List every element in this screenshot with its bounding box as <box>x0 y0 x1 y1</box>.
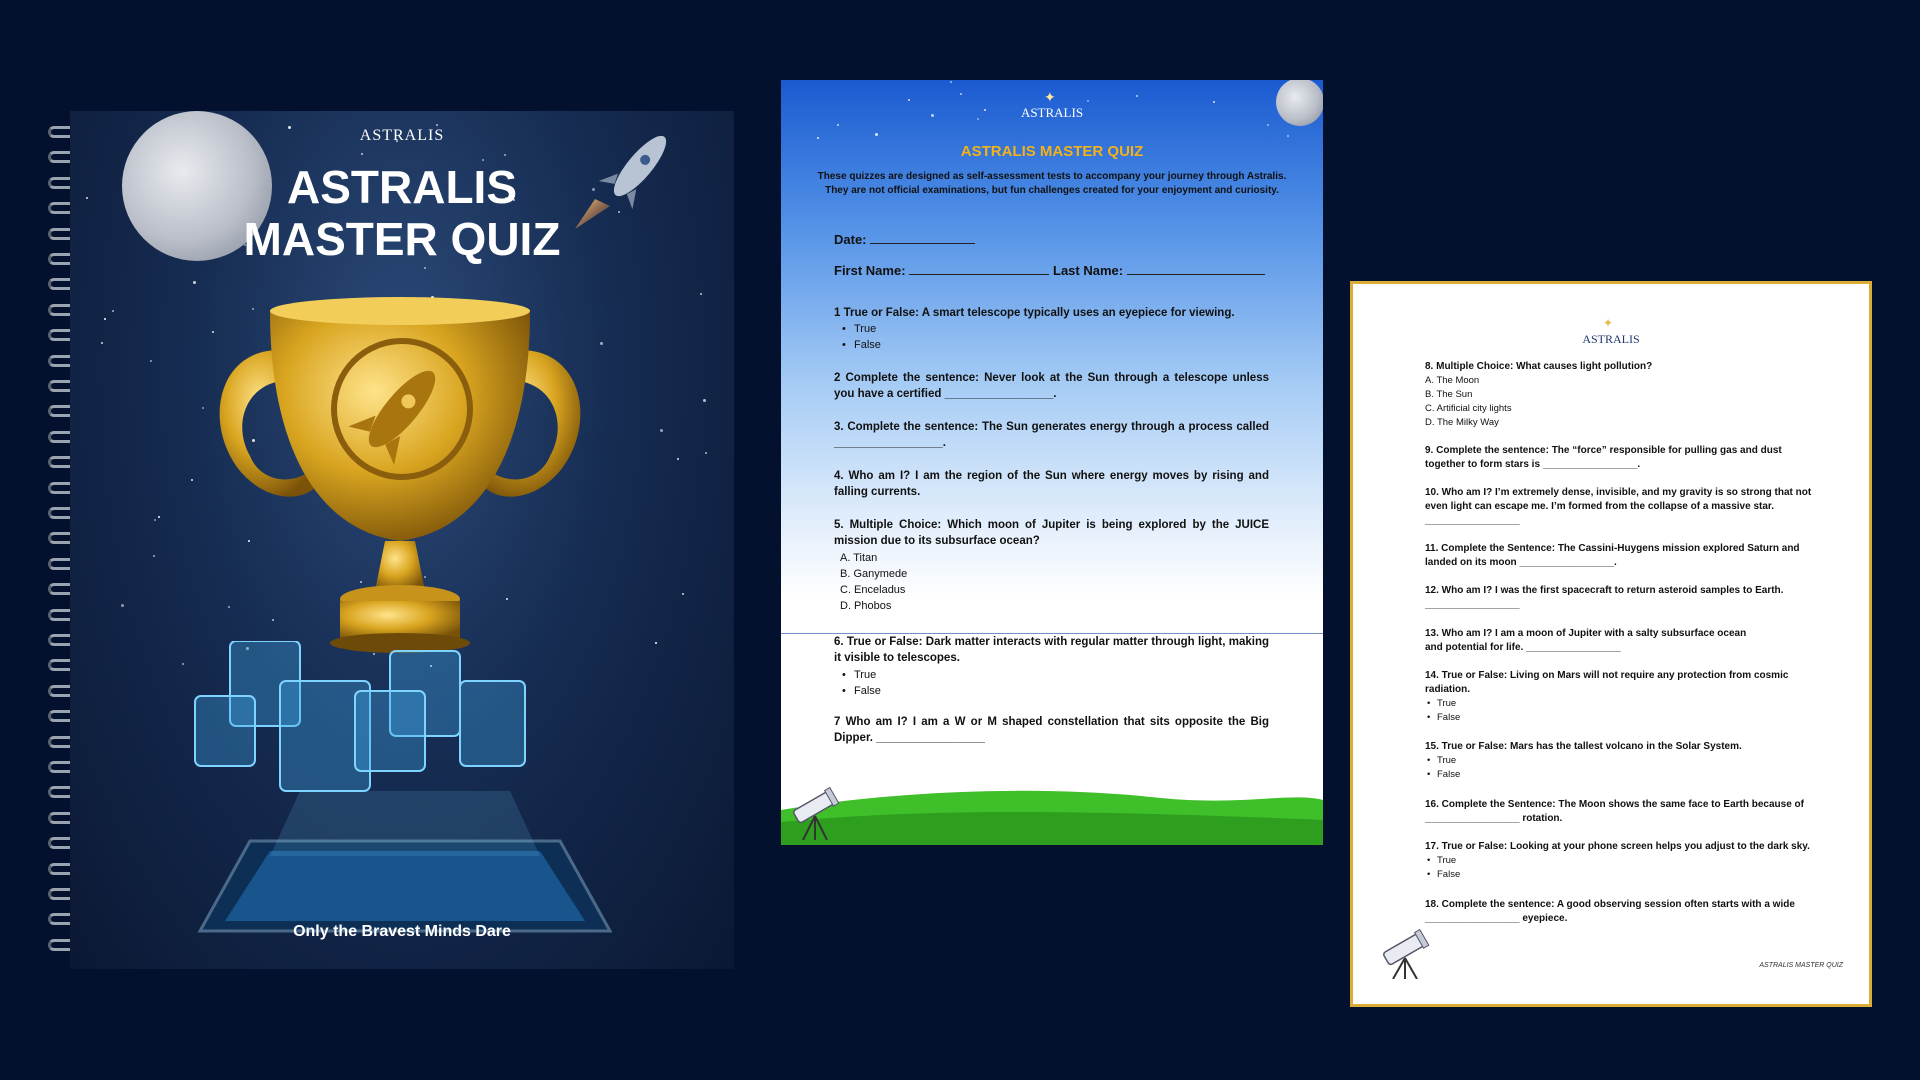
star-dot <box>950 81 952 83</box>
star-dot <box>705 452 707 454</box>
intro-line1: These quizzes are designed as self-assessment tests to accompany your journey through Astralis. <box>817 171 1287 182</box>
q8-option-d[interactable]: D. The Milky Way <box>1425 417 1499 428</box>
intro-line2: They are not official examinations, but fun challenges created for your enjoyment and curiosity. <box>825 185 1279 196</box>
date-line[interactable] <box>870 243 975 244</box>
page2-brand: ASTRALIS <box>1582 332 1640 346</box>
star-dot <box>361 153 363 155</box>
q5-option-a[interactable]: A. Titan <box>840 552 878 564</box>
q15-option-true[interactable]: • True <box>1437 754 1456 768</box>
question-5: 5. Multiple Choice: Which moon of Jupiter is being explored by the JUICE mission due to its subsurface ocean? <box>834 519 1269 547</box>
star-dot <box>1287 135 1289 137</box>
star-dot <box>1087 100 1089 102</box>
question-14: 14. True or False: Living on Mars will not require any protection from cosmic radiation. <box>1425 670 1789 695</box>
q5-option-b[interactable]: B. Ganymede <box>840 568 908 580</box>
star-dot <box>1267 124 1269 126</box>
last-name-field[interactable] <box>1053 263 1265 279</box>
q8-option-a[interactable]: A. The Moon <box>1425 375 1480 386</box>
q14-option-false[interactable]: • False <box>1437 711 1460 725</box>
question-1: 1 True or False: A smart telescope typically uses an eyepiece for viewing. <box>834 307 1235 319</box>
question-8: 8. Multiple Choice: What causes light pollution? <box>1425 361 1653 372</box>
telescope-icon <box>1375 924 1435 979</box>
cover-tagline: Only the Bravest Minds Dare <box>293 923 511 940</box>
quiz-page-1 <box>781 80 1323 845</box>
star-icon: ✦ <box>1044 89 1056 105</box>
question-17: 17. True or False: Looking at your phone screen helps you adjust to the dark sky. <box>1425 841 1810 852</box>
star-dot <box>660 429 663 432</box>
question-4: 4. Who am I? I am the region of the Sun where energy moves by rising and falling currents. <box>834 470 1269 498</box>
question-9: 9. Complete the sentence: The “force” responsible for pulling gas and dust together to form stars is _________________. <box>1425 445 1782 470</box>
date-field[interactable] <box>834 232 975 248</box>
star-icon: ✦ <box>1603 316 1614 330</box>
trophy-icon <box>180 281 620 681</box>
star-dot <box>700 293 702 295</box>
page1-brand: ASTRALIS <box>1020 105 1084 120</box>
last-name-label: Last Name: <box>1053 263 1124 278</box>
question-2: 2 Complete the sentence: Never look at the Sun through a telescope unless you have a certified _________________. <box>834 372 1269 400</box>
question-11: 11. Complete the Sentence: The Cassini-Huygens mission explored Saturn and landed on its moon _________________. <box>1425 543 1800 568</box>
cover-title <box>70 161 734 265</box>
q5-option-c[interactable]: C. Enceladus <box>840 584 906 596</box>
cover-title-line2: MASTER QUIZ <box>243 213 561 265</box>
cover-title-line1: ASTRALIS <box>287 161 517 213</box>
star-dot <box>960 93 962 95</box>
question-13: 13. Who am I? I am a moon of Jupiter with a salty subsurface ocean and potential for life. _________________ <box>1425 628 1747 653</box>
first-name-label: First Name: <box>834 263 906 278</box>
quiz-page-2 <box>1350 281 1872 1007</box>
star-dot <box>158 516 160 518</box>
star-dot <box>682 593 684 595</box>
star-dot <box>104 318 106 320</box>
q8-option-b[interactable]: B. The Sun <box>1425 389 1473 400</box>
page1-intro <box>811 170 1293 198</box>
question-7: 7 Who am I? I am a W or M shaped constellation that sits opposite the Big Dipper. _________________ <box>834 716 1269 744</box>
last-name-line[interactable] <box>1127 274 1265 275</box>
star-dot <box>101 342 103 344</box>
date-label: Date: <box>834 232 867 247</box>
quiz-cards-illustration <box>190 641 620 961</box>
cover-brand: ASTRALIS <box>359 127 445 144</box>
star-dot <box>424 267 426 269</box>
telescope-icon <box>785 780 845 840</box>
question-3: 3. Complete the sentence: The Sun generates energy through a process called _________________. <box>834 421 1269 449</box>
q15-option-false[interactable]: • False <box>1437 768 1460 782</box>
star-dot <box>837 124 839 126</box>
star-dot <box>703 399 706 402</box>
question-16: 16. Complete the Sentence: The Moon shows the same face to Earth because of _________________ rotation. <box>1425 799 1804 824</box>
star-dot <box>1213 101 1215 103</box>
question-12: 12. Who am I? I was the first spacecraft to return asteroid samples to Earth. _________________ <box>1425 585 1784 610</box>
q8-option-c[interactable]: C. Artificial city lights <box>1425 403 1512 414</box>
q1-option-true[interactable]: • True <box>854 321 876 337</box>
star-dot <box>121 604 124 607</box>
question-10: 10. Who am I? I’m extremely dense, invisible, and my gravity is so strong that not even light can escape me. I’m formed from the collapse of a massive star. _________________ <box>1425 487 1812 526</box>
star-dot <box>504 154 506 156</box>
q1-option-false[interactable]: • False <box>854 337 881 353</box>
star-dot <box>1136 95 1138 97</box>
star-dot <box>154 519 156 521</box>
notebook-cover <box>70 111 734 969</box>
q14-option-true[interactable]: • True <box>1437 697 1456 711</box>
page2-footer: ASTRALIS MASTER QUIZ <box>1759 962 1843 969</box>
star-dot <box>908 99 910 101</box>
q6-option-true[interactable]: • True <box>854 667 876 683</box>
star-dot <box>150 360 152 362</box>
star-dot <box>875 133 878 136</box>
first-name-field[interactable] <box>834 263 1049 279</box>
star-dot <box>112 310 114 312</box>
page1-title: ASTRALIS MASTER QUIZ <box>960 143 1144 160</box>
grass-hill-illustration <box>781 780 1323 845</box>
q5-option-d[interactable]: D. Phobos <box>840 600 892 612</box>
first-name-line[interactable] <box>909 274 1049 275</box>
star-dot <box>677 458 679 460</box>
question-6: 6. True or False: Dark matter interacts with regular matter through light, making it visible to telescopes. <box>834 636 1269 664</box>
question-18: 18. Complete the sentence: A good observing session often starts with a wide _________________ eyepiece. <box>1425 899 1795 924</box>
question-15: 15. True or False: Mars has the tallest volcano in the Solar System. <box>1425 741 1742 752</box>
star-dot <box>153 555 155 557</box>
q6-option-false[interactable]: • False <box>854 683 881 699</box>
star-dot <box>817 137 819 139</box>
q17-option-true[interactable]: • True <box>1437 854 1456 868</box>
q17-option-false[interactable]: • False <box>1437 868 1460 882</box>
star-dot <box>655 642 657 644</box>
